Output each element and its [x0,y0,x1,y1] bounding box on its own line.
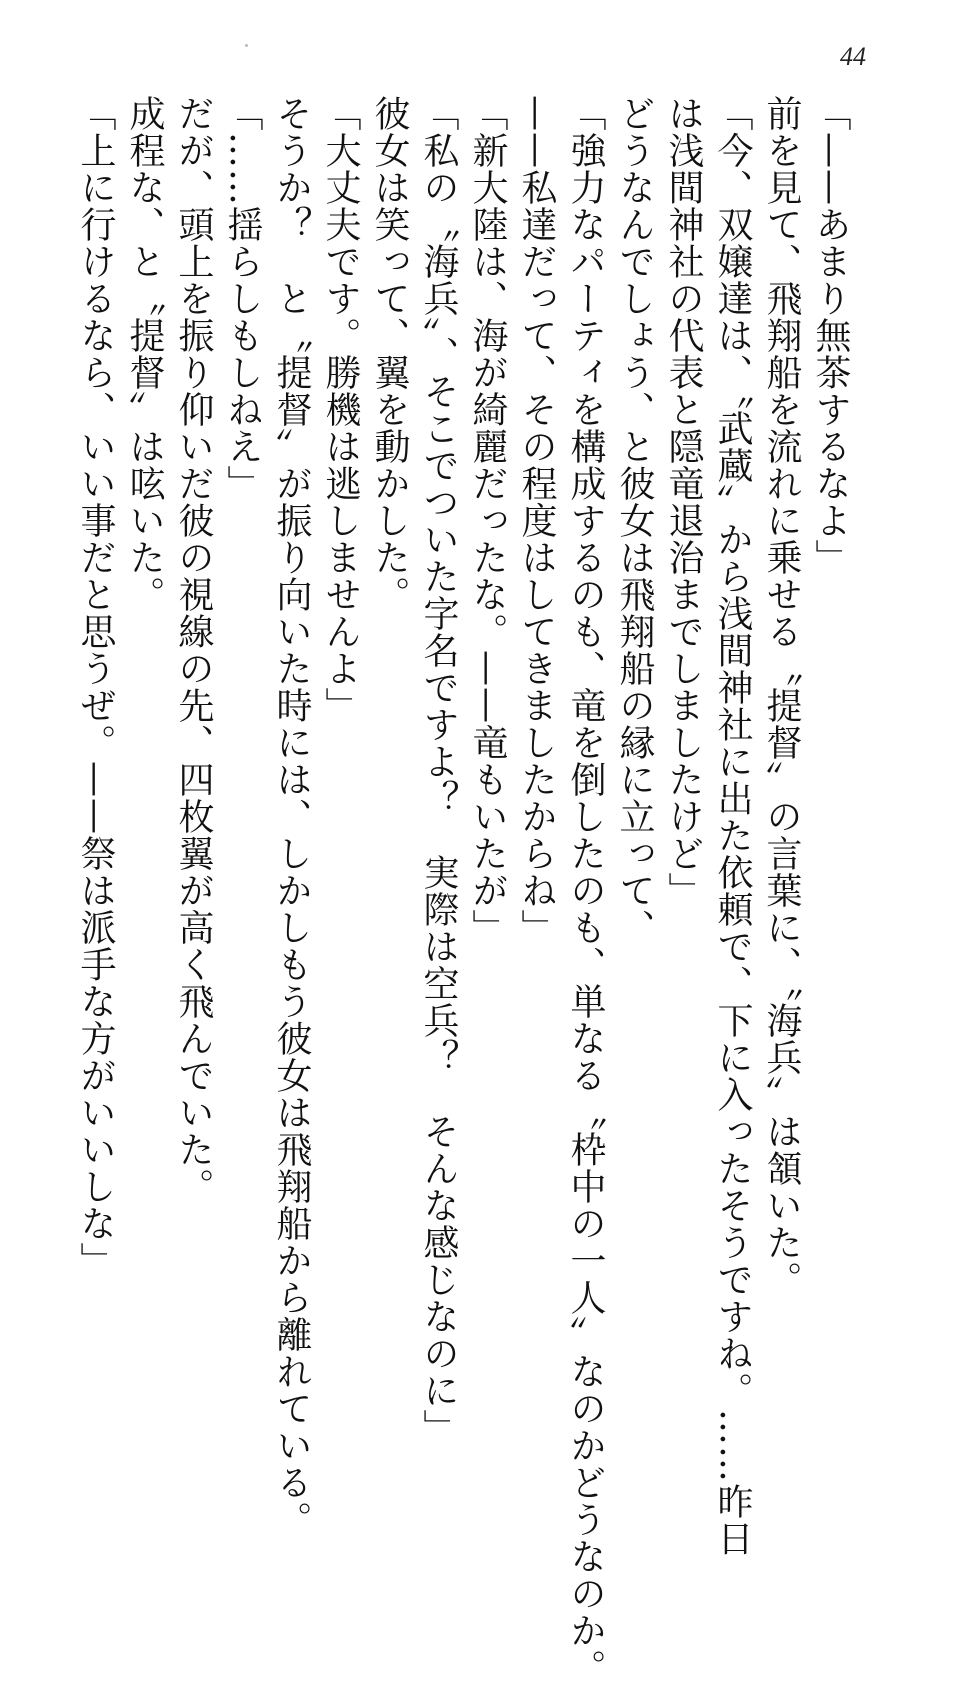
vertical-text-body [75,95,855,1686]
text-line: は浅間神社の代表と隠竜退治までしましたけど」 [663,95,704,909]
text-line: だが、頭上を振り仰いだ彼の視線の先、四枚翼が高く飛んでいた。 [173,95,214,1205]
text-line: 「私の〝海兵〟、そこでついた字名ですよ？ 実際は空兵？ そんな感じなのに」 [418,95,459,1446]
text-line: 「大丈夫です。勝機は逃しませんよ」 [320,95,361,724]
text-line: 「新大陸は、海が綺麗だったな。——竜もいたが」 [467,95,508,946]
text-line: どうなんでしょう、と彼女は飛翔船の縁に立って、 [614,95,655,946]
page-number: 44 [840,42,866,71]
text-line: そうか？ と〝提督〟が振り向いた時には、しかしもう彼女は飛翔船から離れている。 [271,95,312,1538]
text-line: 彼女は笑って、翼を動かした。 [369,95,410,613]
text-line: 「——あまり無茶するなよ」 [810,95,851,576]
text-line: 「強力なパーティを構成するのも、竜を倒したのも、単なる〝枠中の一人〟なのかどうなのか。 [565,95,606,1686]
text-line: 「上に行けるなら、いい事だと思うぜ。——祭は派手な方がいいしな」 [75,95,116,1279]
scan-speck [245,44,248,47]
text-line: 「……揺らしもしねえ」 [222,95,263,502]
text-line: 「今、双嬢達は、〝武蔵〟から浅間神社に出た依頼で、下に入ったそうですね。……昨日 [712,95,753,1557]
text-line: 成程な、と〝提督〟は呟いた。 [124,95,165,613]
text-line: 前を見て、飛翔船を流れに乗せる〝提督〟の言葉に、〝海兵〟は頷いた。 [761,95,802,1298]
text-line: ——私達だって、その程度はしてきましたからね」 [516,95,557,946]
